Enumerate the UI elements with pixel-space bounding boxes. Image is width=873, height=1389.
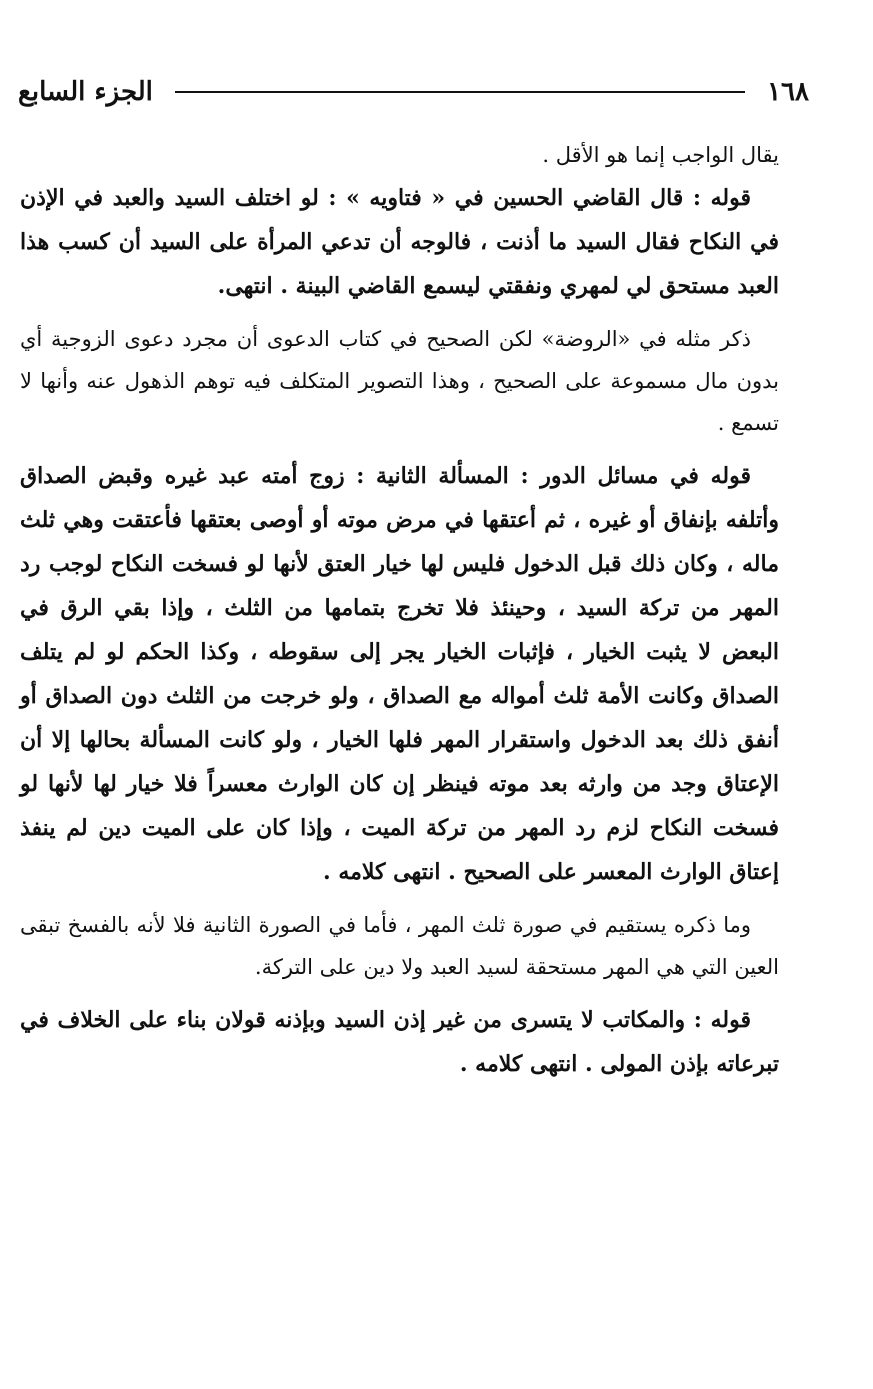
paragraph-4: قوله في مسائل الدور : المسألة الثانية : زوج أمته عبد غيره وقبض الصداق وأتلفه بإنفاق أو غيره ، ثم أعتقها في مرض موته أو أوصى بعتقها فأعتقت وهي ثلث ماله ، وكان ذلك قبل الدخول فليس لها خيار العتق لأنها لو فسخت النكاح لوجب رد المهر من تركة السيد ، وحينئذ فلا تخرج بتمامها من الثلث ، وإذا بقي الرق في البعض لا يثبت الخيار ، فإثبات الخيار يجر إلى سقوطه ، وكذا الحكم لو لم يتلف الصداق وكانت الأمة ثلث أمواله مع الصداق ، ولو خرجت من الثلث دون الصداق أو أنفق ذلك بعد الدخول واستقرار المهر فلها الخيار ، ولو كانت المسألة بحالها إلا أن الإعتاق وجد من وارثه بعد موته فينظر إن كان الوارث معسراً فلا خيار لها لأنها لو فسخت النكاح لزم رد المهر من تركة الميت ، وإذا كان على الميت دين لم ينفذ إعتاق الوارث المعسر على الصحيح . انتهى كلامه . — [20, 463, 779, 885]
header-rule — [175, 91, 745, 93]
paragraph-2: قوله : قال القاضي الحسين في « فتاويه » : لو اختلف السيد والعبد في الإذن في النكاح فقال السيد ما أذنت ، فالوجه أن تدعي المرأة على السيد أن كسب هذا العبد مستحق لي لمهري ونفقتي ليسمع القاضي البينة . انتهى. — [20, 185, 779, 299]
paragraph-1: يقال الواجب إنما هو الأقل . — [542, 143, 779, 167]
paragraph-5: وما ذكره يستقيم في صورة ثلث المهر ، فأما في الصورة الثانية فلا لأنه بالفسخ تبقى العين التي هي المهر مستحقة لسيد العبد ولا دين على التركة. — [20, 913, 779, 979]
paragraph-3: ذكر مثله في «الروضة» لكن الصحيح في كتاب الدعوى أن مجرد دعوى الزوجية أي بدون مال مسموعة على الصحيح ، وهذا التصوير المتكلف فيه توهم الذهول عنه وأنها لا تسمع . — [20, 327, 779, 435]
page-body — [20, 134, 779, 1349]
running-title: الجزء السابع — [18, 77, 153, 107]
page-header — [18, 70, 809, 114]
paragraph-6: قوله : والمكاتب لا يتسرى من غير إذن السيد وبإذنه قولان بناء على الخلاف في تبرعاته بإذن المولى . انتهى كلامه . — [20, 1007, 779, 1077]
page-number: ١٦٨ — [767, 77, 809, 107]
